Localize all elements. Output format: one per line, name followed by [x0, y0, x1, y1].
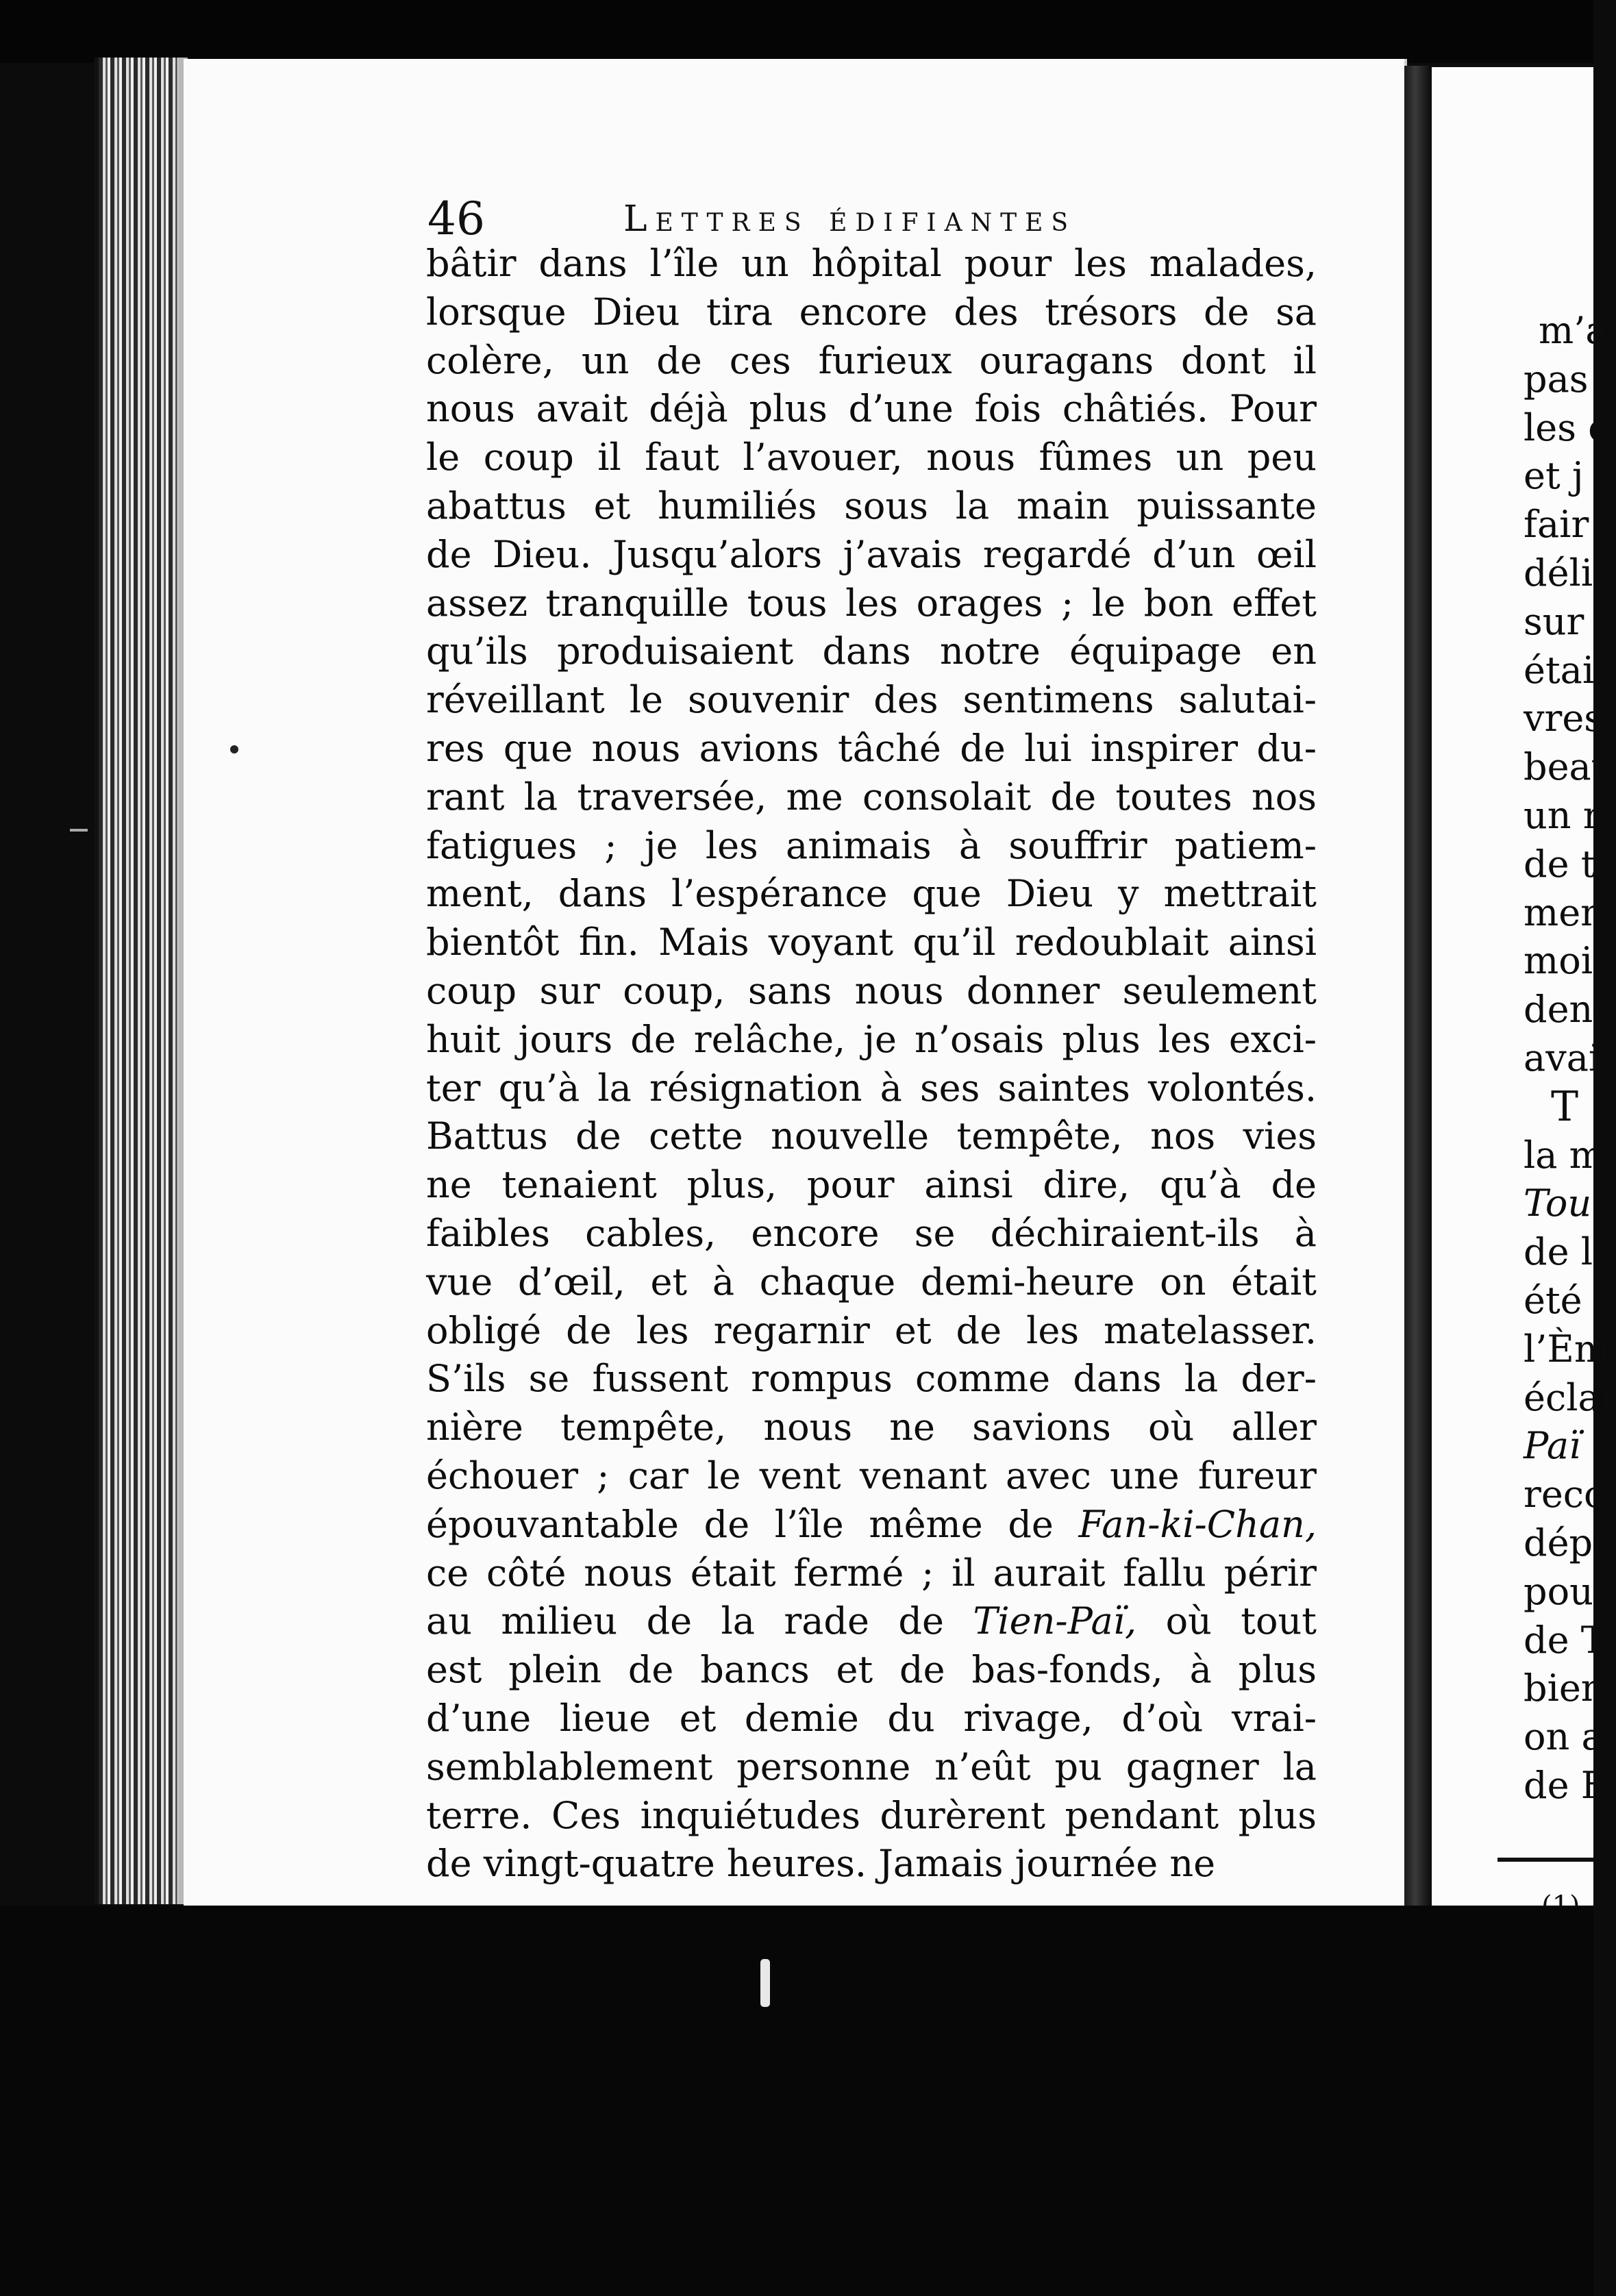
- line-text: au milieu de la rade de: [426, 1599, 944, 1643]
- page-number: 46: [427, 192, 485, 245]
- running-head: [427, 192, 1318, 247]
- scanner-top-band: [0, 0, 1593, 63]
- right-line: reco: [1524, 1473, 1606, 1517]
- right-line: Paï: [1524, 1424, 1581, 1468]
- text-line: colère, un de ces furieux ouragans dont il: [426, 338, 1317, 382]
- margin-dash: [70, 829, 88, 832]
- text-line: S’ils se fussent rompus comme dans la der-: [426, 1357, 1317, 1401]
- scan-mark: [760, 1959, 770, 2007]
- footnote-rule: [1497, 1858, 1593, 1862]
- text-line: ter qu’à la résignation à ses saintes volontés.: [426, 1066, 1317, 1110]
- text-line: rant la traversée, me consolait de toutes nos: [426, 775, 1317, 819]
- right-line: dépê: [1524, 1521, 1615, 1564]
- text-line: nière tempête, nous ne savions où aller: [426, 1406, 1317, 1449]
- text-line: semblablement personne n’eût pu gagner la: [426, 1745, 1317, 1788]
- text-line-with-italic: [426, 1597, 1317, 1646]
- text-line: bientôt fin. Mais voyant qu’il redoublait ainsi: [426, 921, 1317, 964]
- line-text: où tout: [1165, 1599, 1317, 1643]
- text-line: fatigues ; je les animais à souffrir patiem-: [426, 823, 1317, 867]
- right-line: la m: [1524, 1133, 1604, 1177]
- body-text: [426, 240, 1317, 1888]
- right-line: pour: [1524, 1569, 1611, 1613]
- text-line: échouer ; car le vent venant avec une fureur: [426, 1453, 1317, 1497]
- text-line: vue d’œil, et à chaque demi-heure on était: [426, 1260, 1317, 1303]
- italic-place-name: Tien-Paï,: [973, 1599, 1137, 1643]
- text-line: le coup il faut l’avouer, nous fûmes un peu: [426, 436, 1317, 479]
- text-line: coup sur coup, sans nous donner seulement: [426, 969, 1317, 1012]
- text-line: faibles cables, encore se déchiraient-ils à: [426, 1211, 1317, 1255]
- right-line: de l: [1524, 1230, 1593, 1274]
- text-line: assez tranquille tous les orages ; le bon effet: [426, 581, 1317, 625]
- right-line: T: [1551, 1082, 1579, 1131]
- italic-place-name: Fan-ki-Chan,: [1078, 1502, 1317, 1546]
- text-line: terre. Ces inquiétudes durèrent pendant plus: [426, 1793, 1317, 1837]
- right-line: beau: [1524, 745, 1615, 789]
- right-line: un r: [1524, 793, 1601, 837]
- right-line: déli: [1524, 551, 1593, 595]
- right-line: de F: [1524, 1763, 1607, 1807]
- text-line: de vingt-quatre heures. Jamais journée ne: [426, 1842, 1216, 1886]
- text-line: res que nous avions tâché de lui inspirer du-: [426, 726, 1317, 770]
- text-line: nous avait déjà plus d’une fois châtiés. Pour: [426, 387, 1317, 431]
- right-line: fair: [1524, 503, 1589, 547]
- right-line: de T: [1524, 1618, 1606, 1662]
- right-line: sur: [1524, 599, 1584, 643]
- right-line: les é: [1524, 405, 1611, 449]
- right-line: bien: [1524, 1667, 1605, 1710]
- right-line: men: [1524, 890, 1604, 934]
- right-line: avai: [1524, 1036, 1601, 1080]
- text-line: ment, dans l’espérance que Dieu y mettrait: [426, 872, 1317, 916]
- text-line: lorsque Dieu tira encore des trésors de sa: [426, 290, 1317, 334]
- right-line: de t: [1524, 842, 1596, 886]
- text-line: bâtir dans l’île un hôpital pour les malades,: [426, 242, 1317, 285]
- running-title: Lettres édifiantes: [623, 199, 1077, 240]
- right-line: moi: [1524, 939, 1593, 983]
- right-line: m’a: [1539, 309, 1608, 352]
- scanner-bottom-band: [0, 1906, 1593, 2296]
- text-line: obligé de les regarnir et de les matelasser.: [426, 1308, 1317, 1352]
- text-line-with-italic: [426, 1501, 1317, 1549]
- right-line: denc: [1524, 988, 1614, 1032]
- right-page: [1432, 67, 1616, 1908]
- right-line: on a: [1524, 1715, 1604, 1759]
- right-line: vres: [1524, 697, 1603, 740]
- text-line: est plein de bancs et de bas-fonds, à plus: [426, 1648, 1317, 1692]
- line-text: épouvantable de l’île même de: [426, 1502, 1054, 1546]
- right-line: éclai: [1524, 1375, 1612, 1419]
- right-line: pas: [1524, 357, 1589, 401]
- right-line: et j: [1524, 454, 1584, 498]
- text-line: huit jours de relâche, je n’osais plus les exci-: [426, 1017, 1317, 1061]
- text-line: qu’ils produisaient dans notre équipage en: [426, 629, 1317, 673]
- right-line: étai: [1524, 648, 1595, 692]
- right-line: Tou: [1524, 1182, 1592, 1225]
- text-line: de Dieu. Jusqu’alors j’avais regardé d’un œil: [426, 532, 1317, 576]
- right-line: l’Èm: [1524, 1327, 1610, 1371]
- text-line: ne tenaient plus, pour ainsi dire, qu’à de: [426, 1163, 1317, 1207]
- text-line: Battus de cette nouvelle tempête, nos vies: [426, 1114, 1317, 1158]
- right-page-text: [1432, 307, 1616, 1810]
- book-page-edges: [95, 58, 188, 1904]
- margin-dot: [230, 745, 238, 753]
- book-gutter: [1404, 66, 1432, 1915]
- text-line: réveillant le souvenir des sentimens salutai-: [426, 678, 1317, 722]
- right-line: été e: [1524, 1278, 1616, 1322]
- text-line: ce côté nous était fermé ; il aurait fallu périr: [426, 1551, 1317, 1595]
- text-line: d’une lieue et demie du rivage, d’où vrai-: [426, 1696, 1317, 1740]
- text-line: abattus et humiliés sous la main puissante: [426, 484, 1317, 527]
